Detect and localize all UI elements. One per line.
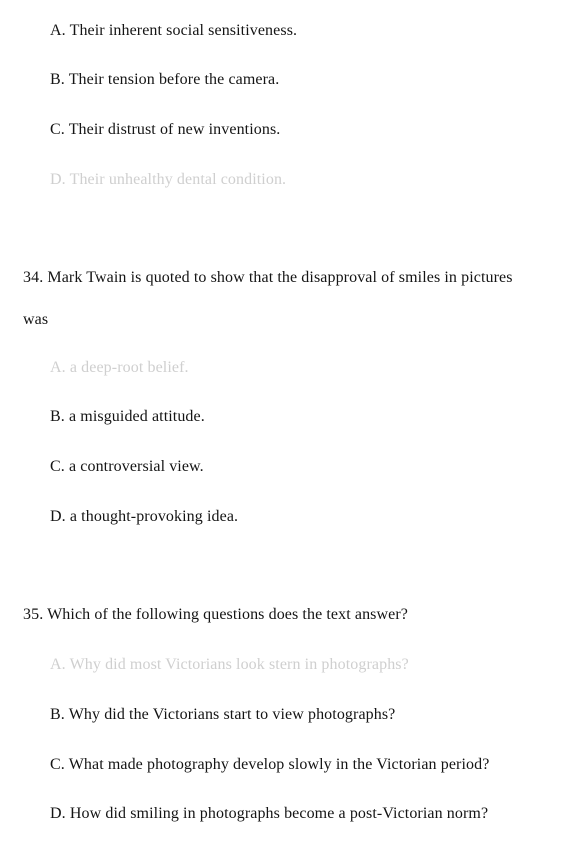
option-text: a deep-root belief.: [69, 359, 189, 376]
option-letter: A.: [50, 22, 66, 39]
q34-option-b: [50, 407, 205, 427]
q33-option-d: [50, 170, 286, 190]
option-text: Their distrust of new inventions.: [68, 121, 281, 138]
option-letter: B.: [50, 706, 65, 723]
option-text: Their unhealthy dental condition.: [69, 171, 287, 188]
option-text: Their inherent social sensitiveness.: [69, 22, 298, 39]
q34-stem-line1: 34. Mark Twain is quoted to show that the disapproval of smiles in pictures: [23, 269, 513, 286]
q34-stem-line2: was: [23, 311, 49, 328]
q35-option-d: [50, 804, 488, 824]
option-letter: A.: [50, 656, 66, 673]
option-letter: A.: [50, 359, 66, 376]
option-letter: C.: [50, 121, 65, 138]
option-letter: B.: [50, 71, 65, 88]
q33-option-c: [50, 120, 280, 140]
option-letter: C.: [50, 756, 65, 773]
option-letter: D.: [50, 805, 66, 822]
option-text: Why did the Victorians start to view photographs?: [68, 706, 396, 723]
q33-option-b: [50, 70, 279, 90]
option-letter: D.: [50, 171, 66, 188]
option-letter: D.: [50, 508, 66, 525]
q34-option-a: [50, 358, 189, 378]
option-text: How did smiling in photographs become a post-Victorian norm?: [69, 805, 489, 822]
option-text: a misguided attitude.: [68, 408, 205, 425]
q33-option-a: [50, 21, 297, 41]
q35-option-c: [50, 755, 489, 775]
q34-option-d: [50, 507, 238, 527]
q35-stem: 35. Which of the following questions does the text answer?: [23, 606, 408, 623]
option-text: Why did most Victorians look stern in photographs?: [69, 656, 409, 673]
q35-option-a: [50, 655, 409, 675]
option-letter: C.: [50, 458, 65, 475]
option-letter: B.: [50, 408, 65, 425]
q34-option-c: [50, 457, 204, 477]
option-text: Their tension before the camera.: [68, 71, 280, 88]
q35-option-b: [50, 705, 395, 725]
option-text: What made photography develop slowly in the Victorian period?: [68, 756, 490, 773]
option-text: a thought-provoking idea.: [69, 508, 239, 525]
option-text: a controversial view.: [68, 458, 204, 475]
